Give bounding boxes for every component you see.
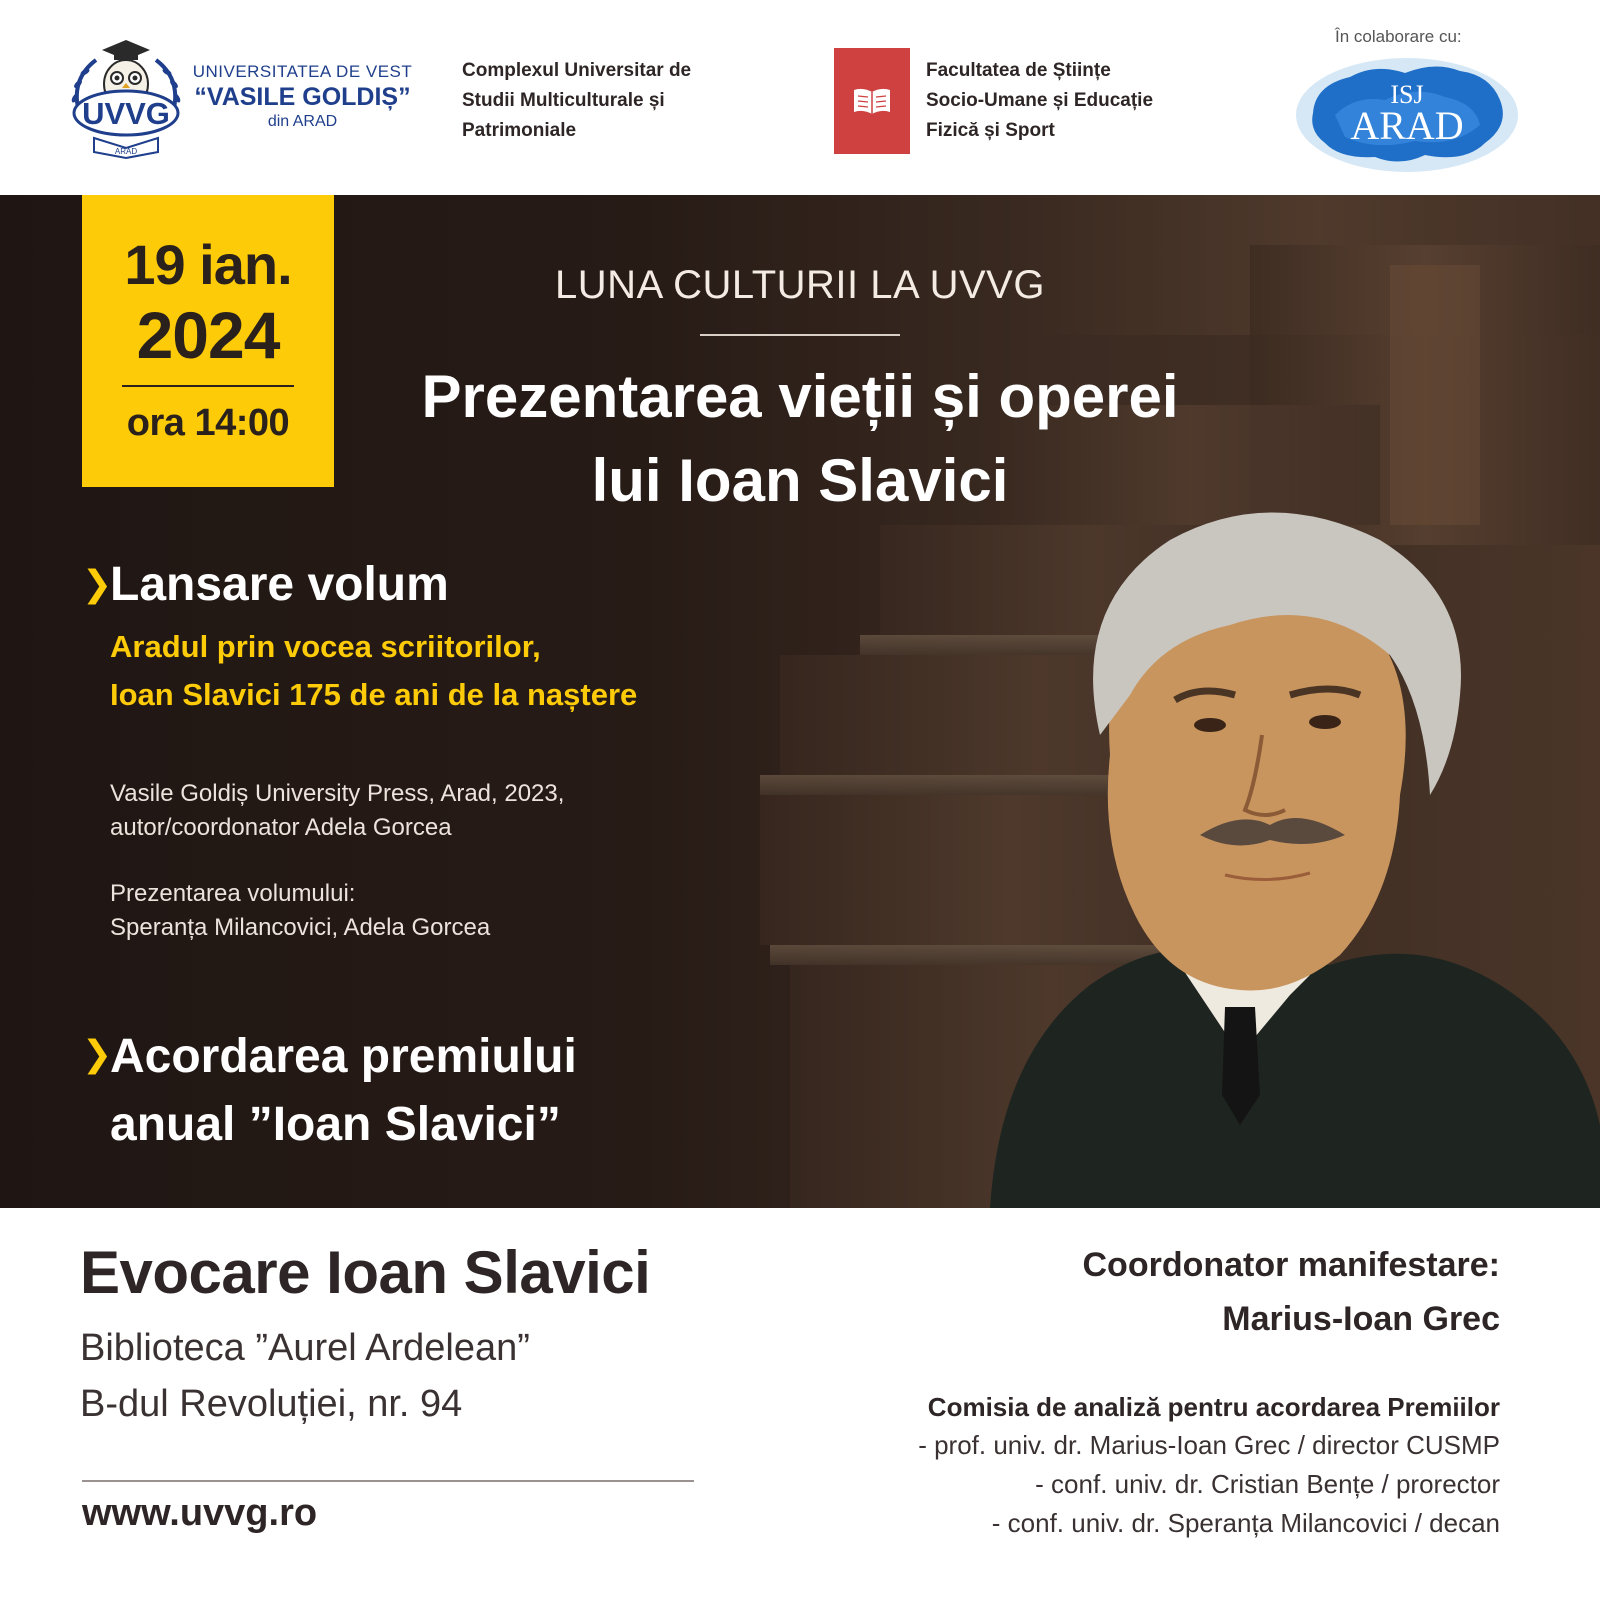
svg-text:UVVG: UVVG bbox=[82, 96, 170, 131]
section-heading bbox=[110, 1023, 577, 1159]
event-title bbox=[340, 355, 1260, 523]
coordinator-label: Coordonator manifestare: bbox=[1082, 1246, 1500, 1284]
isj-line2: ARAD bbox=[1350, 103, 1464, 148]
committee-member: - conf. univ. dr. Cristian Bențe / prorector bbox=[1035, 1469, 1500, 1499]
book-title bbox=[110, 623, 637, 719]
uvvg-name bbox=[190, 62, 415, 131]
uvvg-line3: din ARAD bbox=[267, 113, 338, 130]
faculty-line: Facultatea de Științe bbox=[926, 60, 1111, 81]
chevron-right-icon: ❯ bbox=[82, 563, 113, 604]
faculty-line: Socio-Umane și Educație bbox=[926, 90, 1154, 111]
faculty-line: Fizică și Sport bbox=[926, 120, 1055, 141]
committee-member: - prof. univ. dr. Marius-Ioan Grec / director CUSMP bbox=[918, 1430, 1500, 1460]
footer bbox=[0, 1208, 1600, 1600]
book-meta-line: autor/coordonator Adela Gorcea bbox=[110, 814, 452, 841]
section-heading: Lansare volum bbox=[110, 558, 449, 611]
complex-line: Studii Multiculturale și bbox=[462, 90, 665, 111]
book-meta-line: Speranța Milancovici, Adela Gorcea bbox=[110, 914, 491, 941]
coordinator-name: Marius-Ioan Grec bbox=[1222, 1300, 1500, 1338]
event-date-badge bbox=[82, 195, 334, 487]
event-kicker: LUNA CULTURII LA UVVG bbox=[555, 263, 1045, 307]
event-title-line: lui Ioan Slavici bbox=[591, 447, 1009, 514]
footer-divider bbox=[82, 1480, 694, 1482]
coordinator bbox=[1083, 1238, 1501, 1346]
faculty-logo bbox=[834, 48, 910, 154]
book-meta-line: Vasile Goldiș University Press, Arad, 2023, bbox=[110, 780, 565, 807]
section-award bbox=[82, 1023, 577, 1159]
committee bbox=[918, 1388, 1500, 1543]
uvvg-line2: “VASILE GOLDIȘ” bbox=[194, 83, 411, 111]
faculty-name bbox=[926, 56, 1226, 146]
section-book-launch bbox=[82, 557, 637, 945]
uvvg-owl-crest-icon bbox=[66, 38, 186, 160]
open-book-icon bbox=[852, 86, 892, 116]
committee-heading: Comisia de analiză pentru acordarea Premiilor bbox=[927, 1392, 1500, 1422]
book-publisher bbox=[110, 777, 637, 845]
complex-line: Complexul Universitar de bbox=[462, 60, 692, 81]
event-year: 2024 bbox=[136, 298, 280, 372]
uvvg-line1: UNIVERSITATEA DE VEST bbox=[192, 62, 413, 81]
isj-line1: ISJ bbox=[1390, 80, 1424, 109]
event-banner bbox=[0, 195, 1600, 1208]
book-title-line: Aradul prin vocea scriitorilor, bbox=[110, 629, 541, 664]
venue-line: B-dul Revoluției, nr. 94 bbox=[80, 1383, 463, 1425]
book-meta-line: Prezentarea volumului: bbox=[110, 880, 356, 907]
svg-text:ARAD: ARAD bbox=[114, 147, 138, 156]
book-presenters bbox=[110, 877, 637, 945]
event-time: ora 14:00 bbox=[126, 402, 290, 444]
venue-address bbox=[80, 1320, 530, 1432]
kicker-divider bbox=[700, 334, 900, 336]
venue-line: Biblioteca ”Aurel Ardelean” bbox=[80, 1327, 530, 1369]
complex-name bbox=[462, 56, 752, 146]
complex-line: Patrimoniale bbox=[462, 120, 577, 141]
event-day: 19 ian. bbox=[124, 233, 292, 296]
date-divider bbox=[122, 385, 294, 387]
website-link[interactable]: www.uvvg.ro bbox=[82, 1492, 318, 1534]
romania-map-icon bbox=[1295, 55, 1520, 175]
chevron-right-icon: ❯ bbox=[82, 1033, 113, 1074]
event-title-line: Prezentarea vieții și operei bbox=[421, 363, 1179, 430]
section-heading-line: anual ”Ioan Slavici” bbox=[110, 1098, 561, 1151]
book-title-line: Ioan Slavici 175 de ani de la naștere bbox=[110, 677, 638, 712]
committee-member: - conf. univ. dr. Speranța Milancovici / decan bbox=[991, 1508, 1500, 1538]
section-heading-line: Acordarea premiului bbox=[110, 1030, 577, 1083]
header-logos bbox=[0, 0, 1600, 195]
evocation-title: Evocare Ioan Slavici bbox=[80, 1239, 651, 1306]
collaboration-label: În colaborare cu: bbox=[1335, 27, 1462, 46]
